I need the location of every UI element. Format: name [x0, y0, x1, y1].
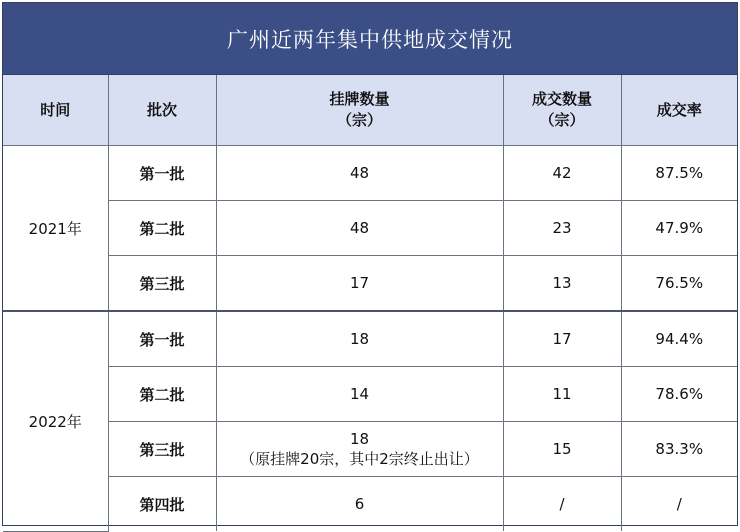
header-time: 时间 — [3, 75, 108, 146]
table-row — [3, 146, 737, 201]
sold-cell: 23 — [503, 201, 621, 256]
sold-cell: 15 — [503, 422, 621, 477]
header-row — [3, 75, 737, 146]
rate-cell: 94.4% — [621, 311, 737, 367]
sold-cell: / — [503, 477, 621, 532]
listed-cell: 6 — [216, 477, 503, 532]
batch-cell: 第一批 — [108, 146, 216, 201]
table-row — [3, 422, 737, 477]
rate-cell: / — [621, 477, 737, 532]
batch-cell: 第三批 — [108, 256, 216, 312]
batch-cell: 第一批 — [108, 311, 216, 367]
table-row — [3, 311, 737, 367]
listed-note: （原挂牌20宗，其中2宗终止出让） — [240, 450, 479, 468]
header-sold — [503, 75, 621, 146]
rate-cell: 76.5% — [621, 256, 737, 312]
listed-value: 18 — [349, 430, 370, 448]
header-sold-unit: （宗） — [539, 111, 585, 129]
listed-cell: 14 — [216, 367, 503, 422]
header-sold-label: 成交数量 — [531, 90, 592, 108]
batch-cell: 第二批 — [108, 367, 216, 422]
header-listed-label: 挂牌数量 — [329, 90, 390, 108]
year-cell: 2021年 — [3, 146, 108, 312]
table-row — [3, 477, 737, 532]
document — [2, 2, 738, 526]
header-rate: 成交率 — [621, 75, 737, 146]
land-supply-table — [3, 75, 737, 532]
listed-cell — [216, 422, 503, 477]
sold-cell: 11 — [503, 367, 621, 422]
header-listed — [216, 75, 503, 146]
table-row — [3, 256, 737, 312]
sold-cell: 17 — [503, 311, 621, 367]
listed-cell: 48 — [216, 146, 503, 201]
table-row — [3, 367, 737, 422]
rate-cell: 47.9% — [621, 201, 737, 256]
sold-cell: 13 — [503, 256, 621, 312]
table-title: 广州近两年集中供地成交情况 — [3, 3, 737, 75]
listed-cell: 18 — [216, 311, 503, 367]
table-row — [3, 201, 737, 256]
header-listed-unit: （宗） — [336, 111, 382, 129]
rate-cell: 87.5% — [621, 146, 737, 201]
year-cell: 2022年 — [3, 311, 108, 531]
header-batch: 批次 — [108, 75, 216, 146]
listed-cell: 17 — [216, 256, 503, 312]
batch-cell: 第三批 — [108, 422, 216, 477]
listed-cell: 48 — [216, 201, 503, 256]
batch-cell: 第二批 — [108, 201, 216, 256]
sold-cell: 42 — [503, 146, 621, 201]
rate-cell: 83.3% — [621, 422, 737, 477]
rate-cell: 78.6% — [621, 367, 737, 422]
batch-cell: 第四批 — [108, 477, 216, 532]
